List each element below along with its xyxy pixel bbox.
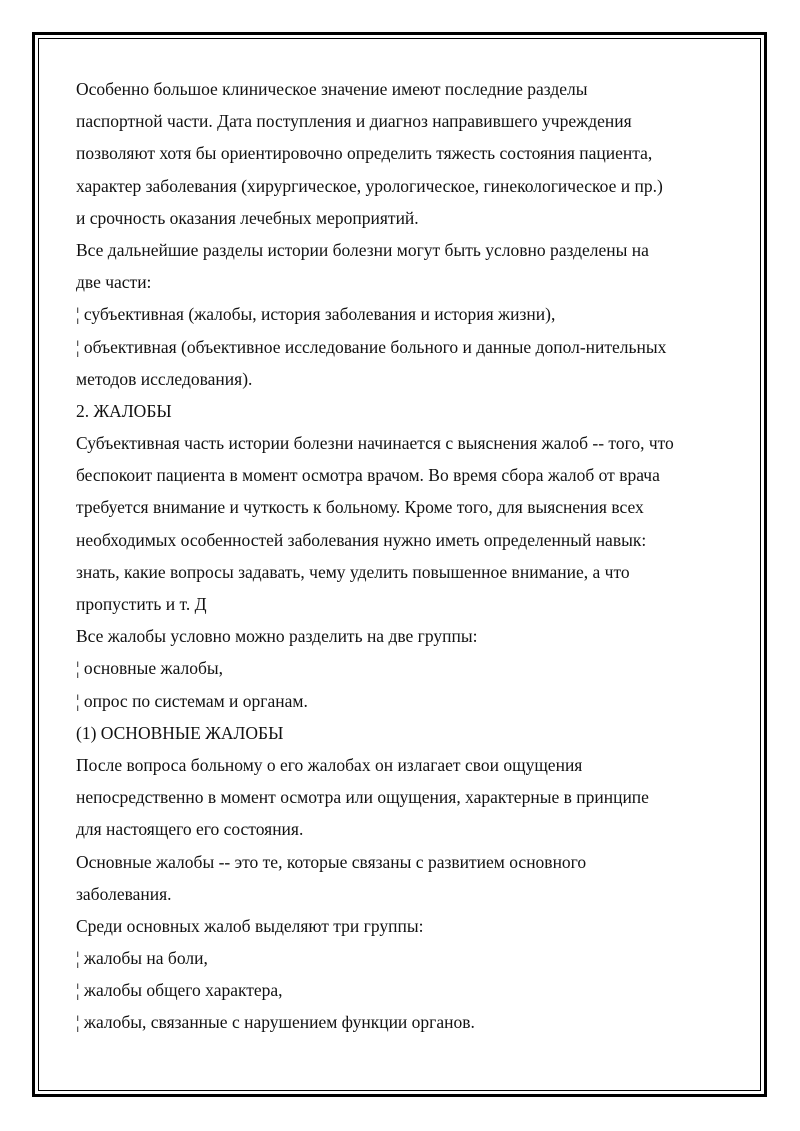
text-line: Субъективная часть истории болезни начинается с выяснения жалоб -- того, что bbox=[76, 433, 674, 454]
section-heading: (1) ОСНОВНЫЕ ЖАЛОБЫ bbox=[76, 722, 284, 743]
text-line: методов исследования). bbox=[76, 368, 253, 389]
bullet-item: ¦ опрос по системам и органам. bbox=[76, 690, 308, 711]
bullet-item: ¦ жалобы общего характера, bbox=[76, 980, 283, 1001]
text-line: необходимых особенностей заболевания нужно иметь определенный навык: bbox=[76, 529, 647, 550]
text-line: Особенно большое клиническое значение имеют последние разделы bbox=[76, 79, 588, 99]
text-line: Основные жалобы -- это те, которые связаны с развитием основного bbox=[76, 851, 587, 872]
text-line: позволяют хотя бы ориентировочно определить тяжесть состояния пациента, bbox=[76, 143, 653, 164]
bullet-item: ¦ жалобы, связанные с нарушением функции органов. bbox=[76, 1012, 475, 1033]
text-line: Все жалобы условно можно разделить на две группы: bbox=[76, 626, 478, 647]
text-line: две части: bbox=[76, 272, 152, 293]
text-line: характер заболевания (хирургическое, урологическое, гинекологическое и пр.) bbox=[76, 175, 663, 196]
bullet-item: ¦ субъективная (жалобы, история заболевания и история жизни), bbox=[76, 304, 556, 325]
text-line: непосредственно в момент осмотра или ощущения, характерные в принципе bbox=[76, 787, 649, 808]
text-line: требуется внимание и чуткость к больному. Кроме того, для выяснения всех bbox=[76, 497, 644, 518]
text-line: После вопроса больному о его жалобах он излагает свои ощущения bbox=[76, 754, 583, 775]
text-line: заболевания. bbox=[76, 883, 172, 904]
text-line: пропустить и т. Д bbox=[76, 594, 207, 614]
bullet-item: ¦ жалобы на боли, bbox=[76, 948, 208, 969]
text-line: знать, какие вопросы задавать, чему уделить повышенное внимание, а что bbox=[76, 561, 630, 582]
text-line: Все дальнейшие разделы истории болезни могут быть условно разделены на bbox=[76, 239, 649, 260]
document-body bbox=[76, 73, 756, 1039]
text-line: беспокоит пациента в момент осмотра врачом. Во время сбора жалоб от врача bbox=[76, 465, 660, 486]
bullet-item: ¦ основные жалобы, bbox=[76, 658, 224, 679]
text-line: паспортной части. Дата поступления и диагноз направившего учреждения bbox=[76, 111, 632, 132]
section-heading: 2. ЖАЛОБЫ bbox=[76, 400, 172, 421]
text-line: для настоящего его состояния. bbox=[76, 819, 304, 840]
bullet-item: ¦ объективная (объективное исследование больного и данные допол-нительных bbox=[76, 336, 667, 357]
text-line: и срочность оказания лечебных мероприятий. bbox=[76, 207, 419, 228]
text-line: Среди основных жалоб выделяют три группы: bbox=[76, 915, 424, 936]
